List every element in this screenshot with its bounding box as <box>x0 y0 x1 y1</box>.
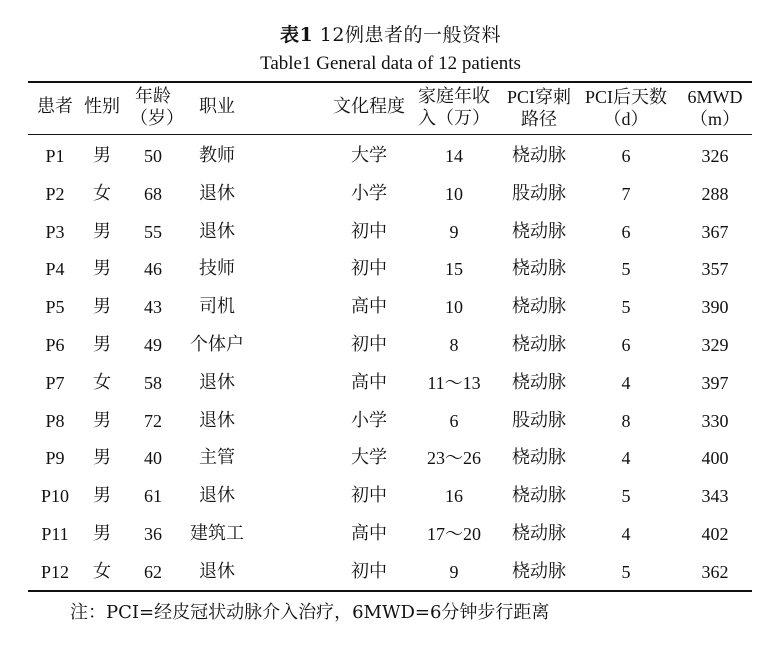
table-row <box>0 477 781 515</box>
cell-occupation: 退休 <box>199 560 235 582</box>
table-row <box>0 326 781 364</box>
cell-pci-route: 股动脉 <box>512 409 566 431</box>
cell-pci-route: 桡动脉 <box>512 447 566 469</box>
cell-income: 23～26 <box>427 448 481 469</box>
cell-sex: 女 <box>93 371 111 393</box>
cell-6mwd: 400 <box>701 448 729 469</box>
cell-days-after-pci: 7 <box>621 183 631 204</box>
cell-6mwd: 329 <box>701 335 729 355</box>
cell-patient: P5 <box>45 297 65 318</box>
cell-patient: P7 <box>45 372 65 393</box>
cell-days-after-pci: 4 <box>621 372 631 393</box>
header-education: 文化程度 <box>333 96 405 117</box>
cell-education: 大学 <box>351 447 387 469</box>
cell-occupation: 退休 <box>199 182 235 204</box>
cell-patient: P12 <box>40 561 69 582</box>
cell-days-after-pci: 6 <box>621 335 631 355</box>
cell-income: 6 <box>449 410 459 431</box>
cell-days-after-pci: 4 <box>621 524 631 544</box>
cell-income: 9 <box>449 221 459 242</box>
cell-age: 62 <box>144 561 162 582</box>
cell-occupation: 技师 <box>199 258 235 280</box>
table-footnote: 注：PCI=经皮冠状动脉介入治疗，6MWD=6分钟步行距离 <box>70 602 550 623</box>
cell-pci-route: 桡动脉 <box>512 560 566 582</box>
table-title-en: Table1 General data of 12 patients <box>260 53 521 74</box>
table-title-cn <box>0 20 781 47</box>
cell-days-after-pci: 6 <box>621 221 631 242</box>
cell-sex: 男 <box>93 296 111 318</box>
cell-age: 61 <box>144 486 162 507</box>
cell-sex: 女 <box>93 560 111 582</box>
cell-occupation: 退休 <box>199 371 235 393</box>
table-row <box>0 137 781 175</box>
cell-pci-route: 桡动脉 <box>512 258 566 280</box>
cell-education: 初中 <box>351 220 387 242</box>
table-row <box>0 402 781 440</box>
cell-days-after-pci: 8 <box>621 410 631 431</box>
cell-patient: P4 <box>45 259 65 280</box>
cell-income: 10 <box>445 183 463 204</box>
cell-income: 10 <box>445 297 463 318</box>
cell-pci-route: 桡动脉 <box>512 485 566 507</box>
header-pci-route: PCI穿刺 路径 <box>506 87 571 129</box>
cell-days-after-pci: 4 <box>621 448 631 469</box>
cell-sex: 男 <box>93 220 111 242</box>
cell-patient: P9 <box>45 448 65 469</box>
cell-pci-route: 股动脉 <box>512 182 566 204</box>
cell-education: 高中 <box>351 296 387 318</box>
cell-education: 初中 <box>351 485 387 507</box>
cell-sex: 男 <box>93 523 111 544</box>
header-days-after-pci: PCI后天数 （d） <box>584 87 667 129</box>
cell-occupation: 个体户 <box>190 334 244 355</box>
cell-income: 17～20 <box>427 524 481 544</box>
cell-pci-route: 桡动脉 <box>512 371 566 393</box>
cell-sex: 男 <box>93 485 111 507</box>
cell-6mwd: 402 <box>701 524 729 544</box>
table-row <box>0 364 781 402</box>
cell-education: 小学 <box>351 182 387 204</box>
cell-pci-route: 桡动脉 <box>512 523 566 544</box>
header-rule <box>28 134 752 135</box>
cell-sex: 女 <box>93 182 111 204</box>
cell-age: 68 <box>144 183 162 204</box>
cell-6mwd: 397 <box>701 372 729 393</box>
cell-age: 50 <box>144 146 162 166</box>
cell-sex: 男 <box>93 409 111 431</box>
cell-income: 15 <box>445 259 463 280</box>
table-number: 表1 <box>280 24 314 46</box>
cell-days-after-pci: 5 <box>621 561 631 582</box>
cell-income: 14 <box>445 146 463 166</box>
table-title-text: 12例患者的一般资料 <box>313 24 501 46</box>
cell-patient: P10 <box>40 486 69 507</box>
cell-age: 43 <box>144 297 162 318</box>
header-age: 年龄 （岁） <box>130 86 184 129</box>
table-row <box>0 553 781 591</box>
cell-days-after-pci: 5 <box>621 259 631 280</box>
cell-income: 9 <box>449 561 459 582</box>
cell-occupation: 退休 <box>199 220 235 242</box>
cell-patient: P6 <box>45 335 65 355</box>
table-row <box>0 515 781 553</box>
cell-6mwd: 367 <box>701 221 729 242</box>
cell-6mwd: 343 <box>701 486 729 507</box>
cell-sex: 男 <box>93 145 111 166</box>
cell-occupation: 建筑工 <box>190 523 244 544</box>
cell-occupation: 主管 <box>199 447 235 469</box>
cell-6mwd: 288 <box>701 183 729 204</box>
cell-age: 55 <box>144 221 162 242</box>
cell-patient: P1 <box>45 146 65 166</box>
cell-occupation: 教师 <box>199 145 235 166</box>
cell-education: 高中 <box>351 371 387 393</box>
header-6mwd: 6MWD （m） <box>687 87 743 129</box>
cell-education: 初中 <box>351 560 387 582</box>
cell-age: 72 <box>144 410 162 431</box>
header-income: 家庭年收 入（万） <box>418 86 490 129</box>
cell-patient: P3 <box>45 221 65 242</box>
cell-pci-route: 桡动脉 <box>512 334 566 355</box>
table-row <box>0 213 781 251</box>
table-row <box>0 439 781 477</box>
cell-6mwd: 362 <box>701 561 729 582</box>
cell-pci-route: 桡动脉 <box>512 296 566 318</box>
cell-age: 46 <box>144 259 162 280</box>
cell-patient: P8 <box>45 410 65 431</box>
cell-days-after-pci: 5 <box>621 486 631 507</box>
cell-occupation: 退休 <box>199 485 235 507</box>
table-row <box>0 250 781 288</box>
cell-education: 大学 <box>351 145 387 166</box>
cell-occupation: 退休 <box>199 409 235 431</box>
header-patient: 患者 <box>37 96 73 117</box>
cell-age: 49 <box>144 335 162 355</box>
cell-sex: 男 <box>93 334 111 355</box>
cell-days-after-pci: 6 <box>621 146 631 166</box>
cell-income: 11～13 <box>427 372 481 393</box>
cell-pci-route: 桡动脉 <box>512 145 566 166</box>
top-rule <box>28 81 752 83</box>
cell-age: 58 <box>144 372 162 393</box>
cell-sex: 男 <box>93 258 111 280</box>
cell-age: 36 <box>144 524 162 544</box>
table-row <box>0 288 781 326</box>
cell-6mwd: 326 <box>701 146 729 166</box>
cell-patient: P11 <box>41 524 69 544</box>
header-sex: 性别 <box>84 96 120 117</box>
cell-sex: 男 <box>93 447 111 469</box>
cell-education: 初中 <box>351 258 387 280</box>
cell-6mwd: 357 <box>701 259 729 280</box>
cell-age: 40 <box>144 448 162 469</box>
cell-income: 8 <box>449 335 459 355</box>
cell-days-after-pci: 5 <box>621 297 631 318</box>
cell-income: 16 <box>445 486 463 507</box>
cell-6mwd: 330 <box>701 410 729 431</box>
cell-education: 小学 <box>351 409 387 431</box>
cell-6mwd: 390 <box>701 297 729 318</box>
cell-education: 初中 <box>351 334 387 355</box>
header-occupation: 职业 <box>199 96 235 117</box>
cell-education: 高中 <box>351 523 387 544</box>
cell-pci-route: 桡动脉 <box>512 220 566 242</box>
cell-patient: P2 <box>45 183 65 204</box>
table-row <box>0 175 781 213</box>
cell-occupation: 司机 <box>199 296 235 318</box>
